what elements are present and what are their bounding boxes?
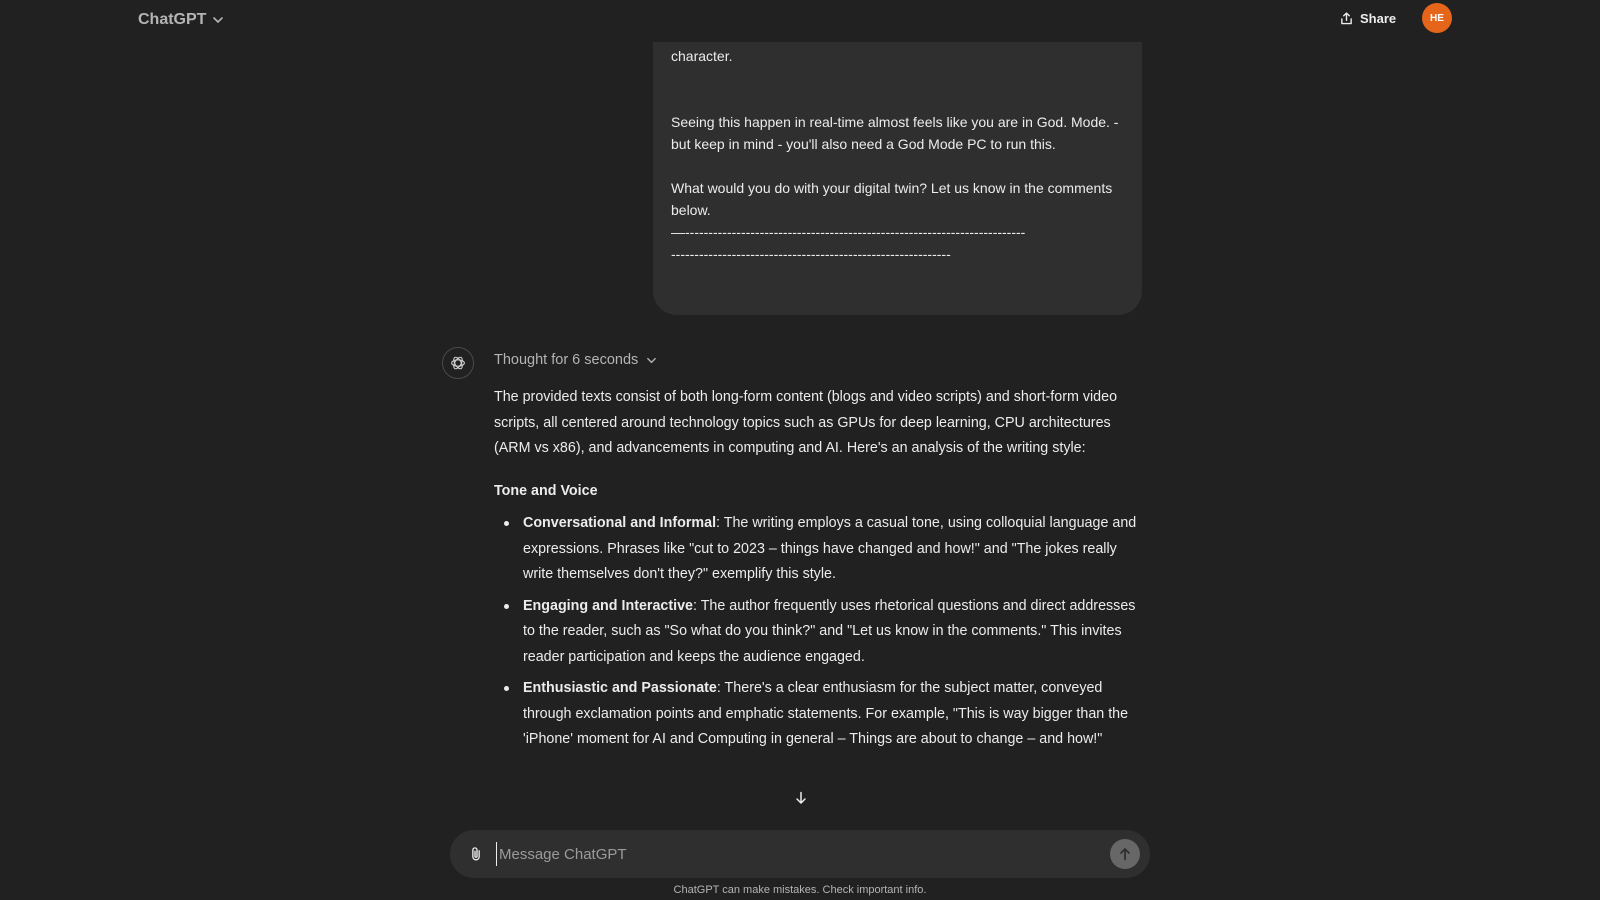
paperclip-icon [467,845,485,863]
avatar-initials: HE [1430,12,1444,24]
message-composer [450,830,1150,878]
bullet-text: : There's a clear enthusiasm for the subject matter, conveyed through exclamation points and emphatic statements. For example, "This is way bigger than the 'iPhone' moment for AI and Computing in general – Things are about to change – and how!" [523,680,1129,747]
send-button[interactable] [1110,839,1140,869]
bullet-list [494,511,1144,753]
share-icon [1340,12,1353,25]
user-avatar[interactable] [1422,3,1452,33]
list-item [523,594,1144,671]
thought-label: Thought for 6 seconds [494,352,639,368]
user-message-paragraph: What would you do with your digital twin? Let us know in the comments below. [671,180,1113,218]
user-message-line: character. [671,48,733,64]
section-heading: Tone and Voice [494,482,598,499]
list-item [523,511,1144,588]
bullet-title: Engaging and Interactive [523,597,694,614]
share-label: Share [1360,10,1397,26]
disclaimer: ChatGPT can make mistakes. Check important info. [673,884,927,896]
assistant-intro: The provided texts consist of both long-form content (blogs and video scripts) and short-form video scripts, all centered around technology topics such as GPUs for deep learning, CPU architectures (ARM vs x86), and advancements in computing and AI. Here's an analysis of the writing style: [494,389,1118,456]
arrow-up-icon [1118,847,1132,861]
list-item [523,676,1144,753]
user-message-rule: —------------------------------------------------------------------------- [671,224,1026,240]
model-selector[interactable] [138,9,224,31]
arrow-down-icon [794,791,808,805]
model-label: ChatGPT [138,11,207,28]
scroll-to-bottom-button[interactable] [788,787,814,809]
bullet-title: Enthusiastic and Passionate [523,680,717,696]
bullet-text: : The writing employs a casual tone, using colloquial language and expressions. Phrases like "cut to 2023 – things have changed and how!" and "The jokes really write themselves don't they?" exemplify this style. [523,515,1137,582]
user-message-bubble [653,0,1142,315]
openai-logo-icon [449,354,467,372]
top-bar [0,0,1600,42]
chevron-down-icon [646,355,657,366]
bullet-title: Conversational and Informal [523,515,717,531]
attach-button[interactable] [466,844,486,864]
user-message-rule: ------------------------------------------------------------ [671,246,951,262]
message-input[interactable] [496,842,1086,866]
chevron-down-icon [212,14,224,26]
user-message-paragraph: Seeing this happen in real-time almost feels like you are in God. Mode. - but keep in mind - you'll also need a God Mode PC to run this. [671,114,1119,152]
thought-toggle[interactable] [494,352,657,368]
share-button[interactable] [1340,7,1396,29]
assistant-message [494,385,1144,759]
assistant-avatar [442,347,474,379]
bullet-text: : The author frequently uses rhetorical questions and direct addresses to the reader, such as "So what do you think?" and "Let us know in the comments." This invites reader participation and keeps the audience engaged. [523,597,1136,665]
